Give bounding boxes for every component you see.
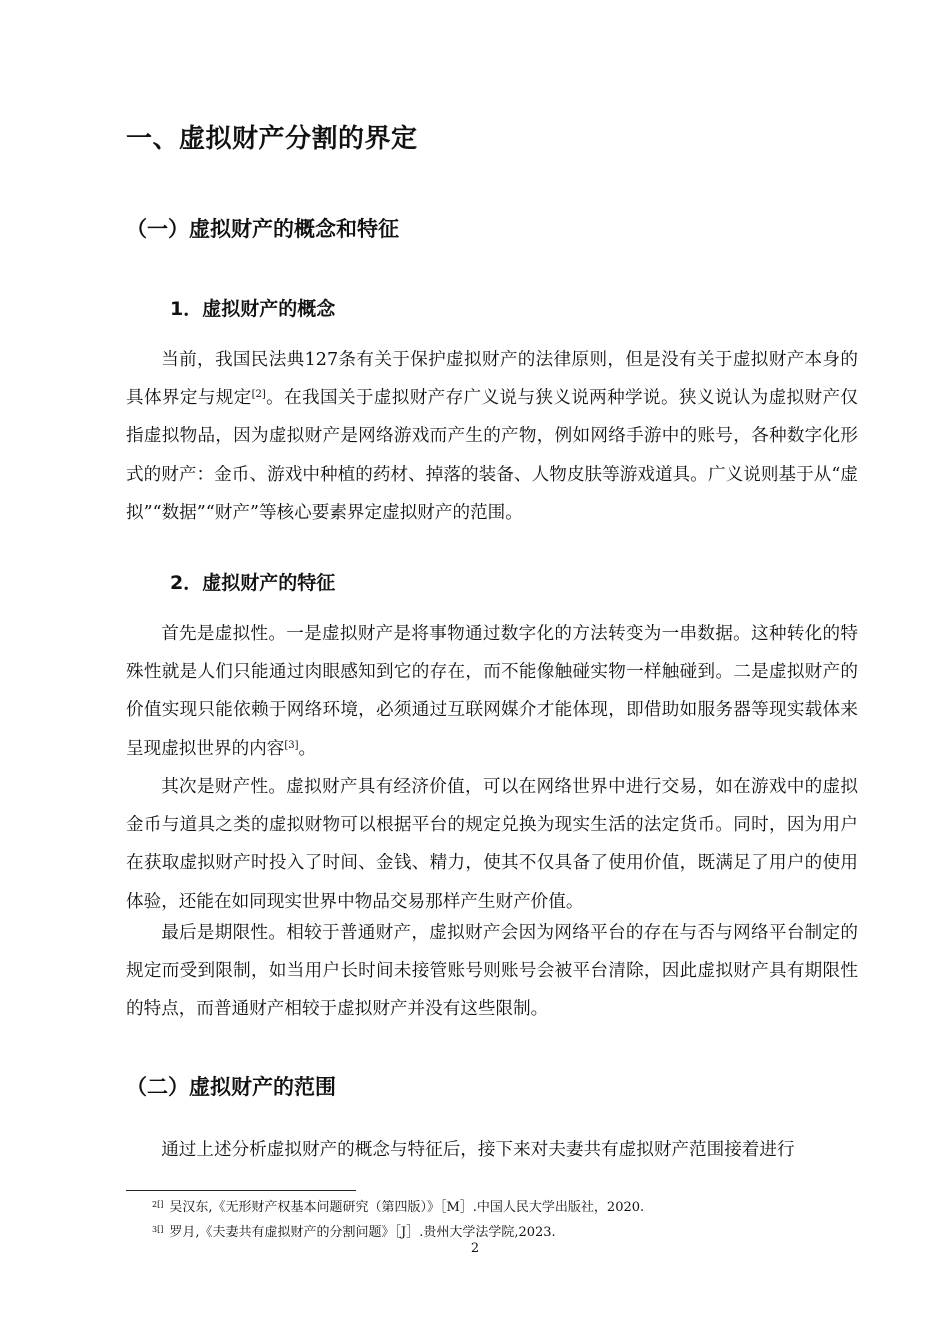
section-heading-1: （一）虚拟财产的概念和特征 bbox=[126, 217, 399, 241]
paragraph-text: 。 bbox=[298, 738, 317, 759]
paragraph-scope: 通过上述分析虚拟财产的概念与特征后，接下来对夫妻共有虚拟财产范围接着进行 bbox=[161, 1140, 795, 1160]
paragraph-text: 当前，我国民法典127条有关于保护虚拟财产的法律原则，但是没有关于虚拟财产本身的具体界定与规定 bbox=[126, 350, 858, 409]
chapter-heading: 一、虚拟财产分割的界定 bbox=[126, 124, 418, 154]
footnote-divider bbox=[126, 1190, 356, 1191]
subsection-heading-concept: 1．虚拟财产的概念 bbox=[170, 298, 336, 320]
paragraph-virtuality bbox=[126, 615, 858, 768]
footnote-mark: 3[] bbox=[152, 1225, 164, 1234]
section-heading-2: （二）虚拟财产的范围 bbox=[126, 1075, 336, 1099]
footnote-text: 吴汉东,《无形财产权基本问题研究（第四版）》［M］.中国人民大学出版社，2020. bbox=[169, 1200, 645, 1215]
footnote-ref-3[interactable]: [3] bbox=[284, 739, 299, 751]
footnote-3 bbox=[152, 1225, 556, 1241]
footnote-ref-2[interactable]: [2] bbox=[251, 389, 266, 401]
footnote-2 bbox=[152, 1200, 644, 1216]
footnote-mark: 2[] bbox=[152, 1200, 164, 1209]
paragraph-time-limit: 最后是期限性。相较于普通财产，虚拟财产会因为网络平台的存在与否与网络平台制定的规定而受到限制，如当用户长时间未接管账号则账号会被平台清除，因此虚拟财产具有期限性的特点，而普通财产相较于虚拟财产并没有这些限制。 bbox=[126, 923, 858, 1020]
subsection-heading-features: 2．虚拟财产的特征 bbox=[170, 572, 336, 594]
paragraph-property: 其次是财产性。虚拟财产具有经济价值，可以在网络世界中进行交易，如在游戏中的虚拟金币与道具之类的虚拟财物可以根据平台的规定兑换为现实生活的法定货币。同时，因为用户在获取虚拟财产时投入了时间、金钱、精力，使其不仅具备了使用价值，既满足了用户的使用体验，还能在如同现实世界中物品交易那样产生财产价值。 bbox=[126, 777, 858, 912]
page-number: 2 bbox=[470, 1241, 480, 1256]
footnote-text: 罗月,《夫妻共有虚拟财产的分割问题》［J］.贵州大学法学院,2023. bbox=[169, 1225, 556, 1240]
paragraph-concept bbox=[126, 341, 858, 532]
paragraph-text: 。在我国关于虚拟财产存广义说与狭义说两种学说。狭义说认为虚拟财产仅指虚拟物品，因为虚拟财产是网络游戏而产生的产物，例如网络手游中的账号，各种数字化形式的财产：金币、游戏中种植的药材、掉落的装备、人物皮肤等游戏道具。广义说则基于从“虚拟”“数据”“财产”等核心要素界定虚拟财产的范围。 bbox=[126, 388, 858, 523]
paragraph-text: 首先是虚拟性。一是虚拟财产是将事物通过数字化的方法转变为一串数据。这种转化的特殊性就是人们只能通过肉眼感知到它的存在，而不能像触碰实物一样触碰到。二是虚拟财产的价值实现只能依赖于网络环境，必须通过互联网媒介才能体现，即借助如服务器等现实载体来呈现虚拟世界的内容 bbox=[126, 624, 858, 759]
